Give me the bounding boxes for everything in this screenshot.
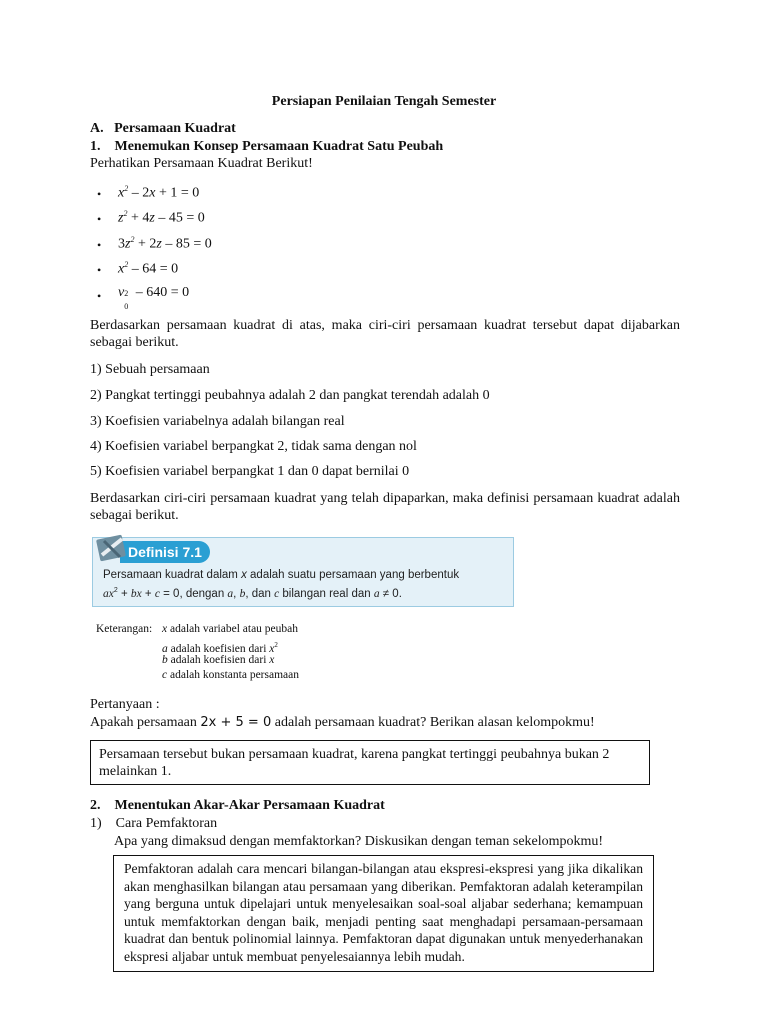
eq-term: – 85 = 0: [161, 236, 212, 252]
eq-var: z: [149, 210, 155, 226]
answer-box-1: Persamaan tersebut bukan persamaan kuadrat, karena pangkat tertinggi peubahnya bukan 2 melainkan 1.: [90, 740, 650, 785]
eq-exp: 2: [124, 289, 129, 298]
eq-var: v: [118, 285, 125, 300]
bullet: •: [97, 187, 102, 201]
eq-term: – 64 = 0: [128, 261, 179, 277]
eq-term: + 4: [127, 210, 150, 226]
intro-text: Perhatikan Persamaan Kuadrat Berikut!: [90, 156, 313, 171]
def-text-part: , dan: [245, 587, 275, 600]
ket-var: x: [162, 623, 168, 635]
question-text: [90, 715, 595, 731]
def-var: b: [239, 587, 246, 600]
bullet: •: [97, 238, 102, 252]
def-exp: 2: [113, 587, 118, 594]
eq-term: 3: [118, 236, 125, 252]
list-item: 2) Pangkat tertinggi peubahnya adalah 2 dan pangkat terendah adalah 0: [90, 388, 490, 403]
section-a-heading: [90, 121, 236, 137]
section-a-number: A.: [90, 121, 104, 136]
subsection-2-label: Menentukan Akar-Akar Persamaan Kuadrat: [114, 798, 385, 813]
equation-2: [118, 209, 205, 227]
eq-term: + 2: [134, 236, 157, 252]
def-var: a: [373, 587, 380, 600]
def-text-part: +: [117, 587, 131, 600]
paragraph-characteristics-intro: Berdasarkan persamaan kuadrat di atas, maka ciri-ciri persamaan kuadrat tersebut dapat dijabarkan sebagai berikut.: [90, 318, 680, 350]
paragraph-definition-intro: Berdasarkan ciri-ciri persamaan kuadrat yang telah dipaparkan, maka definisi persamaan kuadrat adalah sebagai berikut.: [90, 491, 680, 523]
equation-1: [118, 184, 199, 202]
eq-exp: 2: [130, 235, 135, 244]
definition-header: Definisi 7.1: [120, 541, 210, 563]
question-text-part: Apakah persamaan: [90, 715, 201, 730]
def-var: a: [227, 587, 234, 600]
bullet: •: [97, 263, 102, 277]
question-label: Pertanyaan :: [90, 697, 160, 712]
def-text-part: ≠ 0.: [379, 587, 402, 600]
def-text-part: +: [141, 587, 155, 600]
def-var: x: [241, 569, 247, 581]
eq-var: x: [118, 185, 125, 201]
method-1-number: 1): [90, 816, 102, 831]
eq-subscript: 0: [124, 302, 129, 311]
ket-var: b: [162, 654, 168, 666]
ket-var: a: [162, 642, 168, 655]
equation-5: [118, 285, 190, 311]
eq-var: z: [118, 210, 124, 226]
answer-box-2: Pemfaktoran adalah cara mencari bilangan-bilangan atau ekspresi-ekspresi yang jika dikalikan akan menghasilkan bilangan atau persamaan yang diberikan. Pemfaktoran adalah keterampilan yang berguna untuk dipelajari untuk menyelesaikan soal-soal aljabar sederhana; kemampuan untuk memfaktorkan dengan baik, menjadi penting saat menghadapi persamaan-persamaan kuadrat dan bentuk polinomial lainnya. Pemfaktoran dapat digunakan untuk menyederhanakan ekspresi aljabar untuk membuat penyelesaiannya lebih mudah.: [113, 855, 654, 972]
eq-exp: 2: [124, 260, 129, 269]
subsection-1-label: Menemukan Konsep Persamaan Kuadrat Satu Peubah: [114, 139, 444, 154]
ket-var: x: [269, 654, 275, 666]
eq-term: – 2: [128, 185, 150, 201]
def-text-part: bilangan real dan: [279, 587, 374, 600]
def-text-part: = 0, dengan: [159, 587, 228, 600]
keterangan-label: Keterangan:: [96, 623, 153, 635]
def-var: bx: [130, 587, 142, 600]
bullet: •: [97, 289, 102, 303]
eq-term: + 1 = 0: [155, 185, 200, 201]
ket-var: c: [162, 669, 168, 681]
eq-var: x: [118, 261, 125, 277]
subsection-1-number: 1.: [90, 139, 101, 154]
ket-var: x: [269, 642, 275, 655]
eq-exp: 2: [124, 184, 129, 193]
def-text-part: Persamaan kuadrat dalam: [103, 569, 242, 581]
ket-text: adalah variabel atau peubah: [167, 623, 299, 635]
def-text-part: adalah suatu persamaan yang berbentuk: [246, 569, 460, 581]
keterangan-line-1: [162, 622, 298, 638]
page-title: Persiapan Penilaian Tengah Semester: [271, 94, 497, 109]
definition-icon: [96, 533, 130, 563]
definition-text: [103, 568, 503, 602]
list-item: 3) Koefisien variabelnya adalah bilangan real: [90, 414, 345, 429]
list-item: 1) Sebuah persamaan: [90, 362, 210, 377]
subsection-1-heading: [90, 139, 443, 155]
eq-var: x: [149, 185, 156, 201]
equation-3: [118, 235, 212, 253]
def-var: ax: [103, 587, 114, 600]
ket-text: adalah koefisien dari: [167, 654, 270, 666]
question-2-text: Apa yang dimaksud dengan memfaktorkan? Diskusikan dengan teman sekelompokmu!: [114, 834, 604, 849]
ket-text: adalah konstanta persamaan: [167, 669, 299, 681]
subsection-2-number: 2.: [90, 798, 101, 813]
eq-exp: 2: [123, 209, 128, 218]
section-a-label: Persamaan Kuadrat: [114, 121, 236, 136]
keterangan-line-3: [162, 653, 274, 669]
def-var: c: [274, 587, 280, 600]
method-1-label: Cara Pemfaktoran: [115, 816, 218, 831]
eq-var: z: [125, 236, 131, 252]
question-equation: 2x + 5 = 0: [200, 715, 272, 730]
def-var: c: [154, 587, 160, 600]
bullet: •: [97, 212, 102, 226]
def-text-part: ,: [233, 587, 240, 600]
method-1-heading: [90, 816, 217, 832]
list-item: 5) Koefisien variabel berpangkat 1 dan 0 dapat bernilai 0: [90, 464, 410, 479]
question-text-part: adalah persamaan kuadrat? Berikan alasan kelompokmu!: [271, 715, 595, 730]
eq-term: – 45 = 0: [154, 210, 205, 226]
subsection-2-heading: [90, 798, 385, 814]
list-item: 4) Koefisien variabel berpangkat 2, tidak sama dengan nol: [90, 439, 417, 454]
equation-4: [118, 260, 178, 278]
keterangan-line-4: [162, 668, 299, 684]
ket-text: adalah koefisien dari: [167, 642, 270, 655]
ket-exp: 2: [274, 641, 278, 649]
eq-var: z: [156, 236, 162, 252]
eq-term: – 640 = 0: [132, 285, 190, 300]
